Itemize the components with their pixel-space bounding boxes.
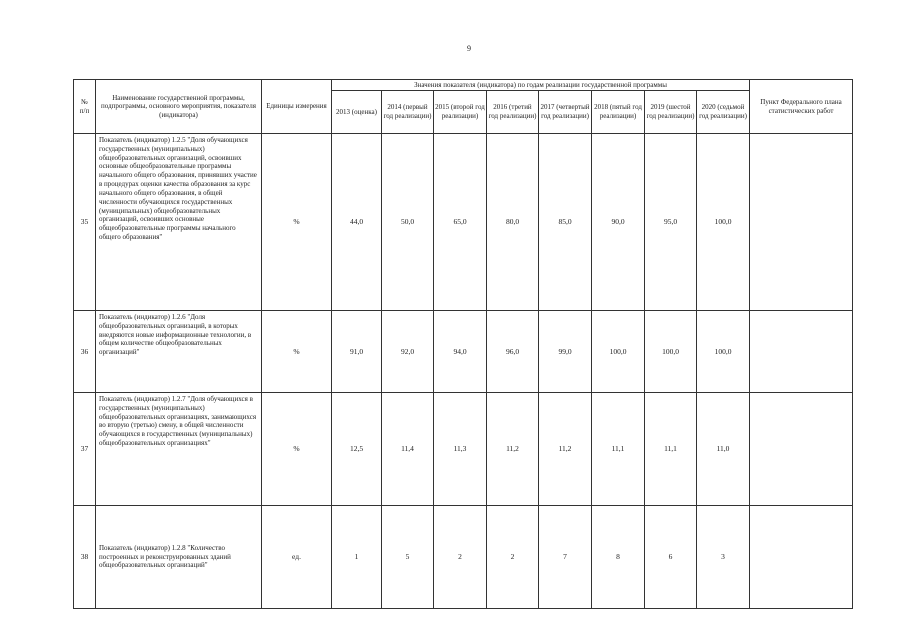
federal-plan-cell — [750, 311, 853, 393]
value-2013: 91,0 — [332, 311, 382, 393]
value-2015: 65,0 — [434, 134, 487, 311]
value-2013: 1 — [332, 506, 382, 609]
header-year-2016: 2016 (третий год реализации) — [487, 91, 539, 134]
indicator-name: Показатель (индикатор) 1.2.8 "Количество построенных и реконструированных зданий общеобразовательных организаций" — [96, 506, 262, 609]
value-2017: 11,2 — [539, 393, 592, 506]
value-2015: 11,3 — [434, 393, 487, 506]
federal-plan-cell — [750, 393, 853, 506]
federal-plan-cell — [750, 134, 853, 311]
value-2019: 95,0 — [645, 134, 697, 311]
header-year-2019: 2019 (шестой год реализации) — [645, 91, 697, 134]
unit-cell: % — [262, 393, 332, 506]
value-2020: 11,0 — [697, 393, 750, 506]
page-number: 9 — [467, 44, 471, 53]
value-2017: 99,0 — [539, 311, 592, 393]
value-2018: 8 — [592, 506, 645, 609]
row-number: 37 — [74, 393, 96, 506]
value-2020: 3 — [697, 506, 750, 609]
header-year-2014: 2014 (первый год реализации) — [382, 91, 434, 134]
value-2014: 5 — [382, 506, 434, 609]
header-year-2020: 2020 (седьмой год реализации) — [697, 91, 750, 134]
row-number: 35 — [74, 134, 96, 311]
value-2017: 85,0 — [539, 134, 592, 311]
header-year-2015: 2015 (второй год реализации) — [434, 91, 487, 134]
value-2020: 100,0 — [697, 134, 750, 311]
value-2014: 11,4 — [382, 393, 434, 506]
table-row — [74, 134, 853, 311]
unit-cell: % — [262, 134, 332, 311]
header-year-2013: 2013 (оценка) — [332, 91, 382, 134]
header-year-2018: 2018 (пятый год реализации) — [592, 91, 645, 134]
value-2013: 44,0 — [332, 134, 382, 311]
header-num: № п/п — [74, 80, 96, 134]
value-2019: 6 — [645, 506, 697, 609]
indicator-name: Показатель (индикатор) 1.2.7 "Доля обучающихся в государственных (муниципальных) общеобразовательных организациях, занимающихся во вторую (третью) смену, в общей численности обучающихся в государственных (муниципальных) общеобразовательных организациях" — [96, 393, 262, 506]
value-2016: 2 — [487, 506, 539, 609]
value-2019: 100,0 — [645, 311, 697, 393]
table-body — [74, 134, 853, 609]
header-year-2017: 2017 (четвертый год реализации) — [539, 91, 592, 134]
value-2016: 96,0 — [487, 311, 539, 393]
value-2018: 90,0 — [592, 134, 645, 311]
value-2018: 11,1 — [592, 393, 645, 506]
header-values-span: Значения показателя (индикатора) по годам реализации государственной программы — [332, 80, 750, 91]
value-2014: 92,0 — [382, 311, 434, 393]
value-2013: 12,5 — [332, 393, 382, 506]
row-number: 38 — [74, 506, 96, 609]
value-2019: 11,1 — [645, 393, 697, 506]
value-2017: 7 — [539, 506, 592, 609]
table-row — [74, 393, 853, 506]
row-number: 36 — [74, 311, 96, 393]
value-2020: 100,0 — [697, 311, 750, 393]
table-header — [74, 80, 853, 134]
header-name: Наименование государственной программы, подпрограммы, основного мероприятия, показателя (индикатора) — [96, 80, 262, 134]
value-2016: 80,0 — [487, 134, 539, 311]
indicator-name: Показатель (индикатор) 1.2.6 "Доля общеобразовательных организаций, в которых внедряются новые информационные технологии, в общем количестве общеобразовательных организаций" — [96, 311, 262, 393]
indicator-table — [73, 79, 853, 609]
value-2015: 2 — [434, 506, 487, 609]
value-2018: 100,0 — [592, 311, 645, 393]
table-row — [74, 311, 853, 393]
indicator-name: Показатель (индикатор) 1.2.5 "Доля обучающихся государственных (муниципальных) общеобразовательных организаций, освоивших основные общеобразовательные программы начального общего образования, принявших участие в процедурах оценки качества образования за курс начального общего образования, в общей численности обучающихся государственных (муниципальных) общеобразовательных организаций, освоивших основные общеобразовательные программы начального общего образования" — [96, 134, 262, 311]
unit-cell: % — [262, 311, 332, 393]
value-2016: 11,2 — [487, 393, 539, 506]
header-federal-plan: Пункт Федерального плана статистических работ — [750, 80, 853, 134]
table-row — [74, 506, 853, 609]
unit-cell: ед. — [262, 506, 332, 609]
header-unit: Единицы измерения — [262, 80, 332, 134]
value-2014: 50,0 — [382, 134, 434, 311]
federal-plan-cell — [750, 506, 853, 609]
value-2015: 94,0 — [434, 311, 487, 393]
